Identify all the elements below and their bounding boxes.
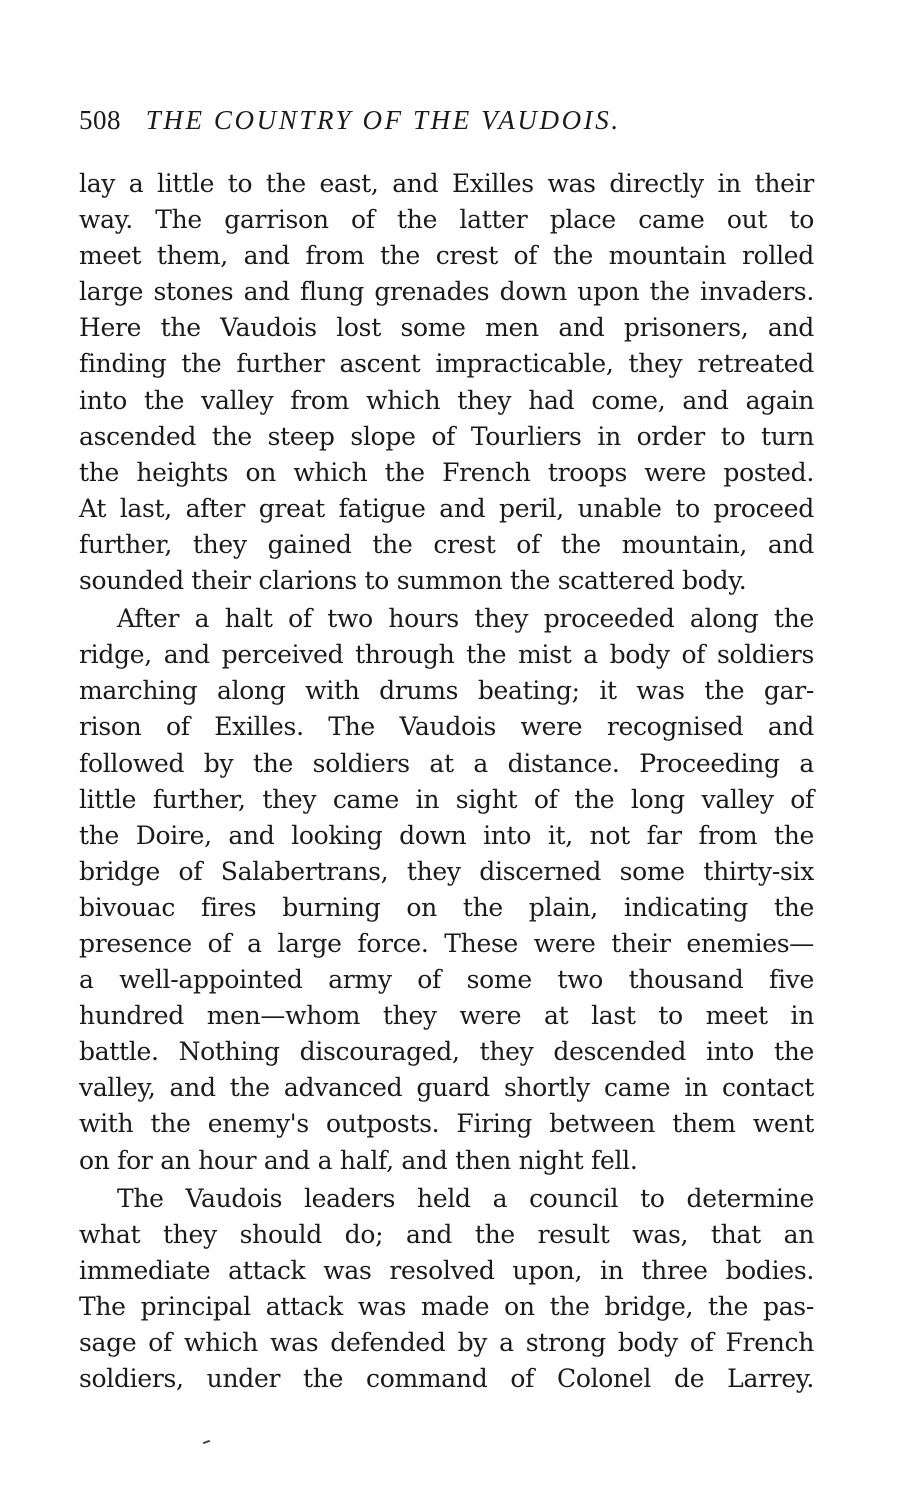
text-line: large stones and flung grenades down upon the invaders. [79, 277, 814, 307]
text-line: bivouac fires burning on the plain, indicating the [79, 892, 814, 922]
text-line: After a halt of two hours they proceeded along the [117, 604, 814, 634]
text-line: further, they gained the crest of the mountain, and [79, 529, 814, 559]
text-line: sounded their clarions to summon the scattered body. [79, 566, 747, 596]
body-text [79, 166, 814, 1397]
text-line: finding the further ascent impracticable, they retreated [79, 349, 814, 379]
text-line: hundred men—whom they were at last to meet in [79, 1001, 814, 1031]
running-title: THE COUNTRY OF THE VAUDOIS. [145, 105, 621, 135]
text-line: soldiers, under the command of Colonel de Larrey. [79, 1364, 814, 1394]
text-line: immediate attack was resolved upon, in three bodies. [79, 1255, 814, 1285]
text-line: valley, and the advanced guard shortly came in contact [79, 1073, 814, 1103]
text-line: At last, after great fatigue and peril, unable to proceed [79, 493, 814, 523]
text-line: lay a little to the east, and Exilles was directly in their [79, 169, 814, 198]
text-line: on for an hour and a half, and then night fell. [79, 1145, 638, 1175]
text-line: marching along with drums beating; it was the gar- [79, 676, 814, 706]
book-page [79, 100, 814, 1397]
page-number: 508 [79, 105, 121, 135]
text-line: rison of Exilles. The Vaudois were recognised and [79, 712, 814, 742]
text-line: The principal attack was made on the bridge, the pas- [79, 1291, 814, 1321]
text-line: bridge of Salabertrans, they discerned some thirty-six [79, 856, 814, 886]
page-header [79, 100, 814, 140]
text-line: little further, they came in sight of the long valley of [79, 784, 814, 814]
text-line: with the enemy's outposts. Firing between them went [79, 1109, 814, 1139]
text-line: a well-appointed army of some two thousand five [79, 965, 814, 995]
text-line: ridge, and perceived through the mist a body of soldiers [79, 640, 814, 670]
text-line: ascended the steep slope of Tourliers in order to turn [79, 421, 814, 451]
text-line: meet them, and from the crest of the mountain rolled [79, 241, 814, 271]
text-line: Here the Vaudois lost some men and prisoners, and [79, 313, 814, 343]
text-line: what they should do; and the result was, that an [79, 1219, 814, 1249]
text-line: way. The garrison of the latter place came out to [79, 205, 814, 235]
text-line: into the valley from which they had come, and again [79, 385, 814, 415]
text-line: battle. Nothing discouraged, they descended into the [79, 1037, 814, 1067]
text-line: The Vaudois leaders held a council to determine [117, 1183, 814, 1213]
ink-mark [203, 1440, 210, 1444]
paragraph-2 [79, 601, 814, 1179]
paragraph-1 [79, 166, 814, 599]
text-line: followed by the soldiers at a distance. Proceeding a [79, 748, 814, 778]
text-line: the heights on which the French troops were posted. [79, 457, 814, 487]
text-line: sage of which was defended by a strong body of French [79, 1328, 814, 1357]
text-line: presence of a large force. These were their enemies— [79, 928, 814, 958]
paragraph-3 [79, 1181, 814, 1398]
text-line: the Doire, and looking down into it, not far from the [79, 820, 814, 850]
